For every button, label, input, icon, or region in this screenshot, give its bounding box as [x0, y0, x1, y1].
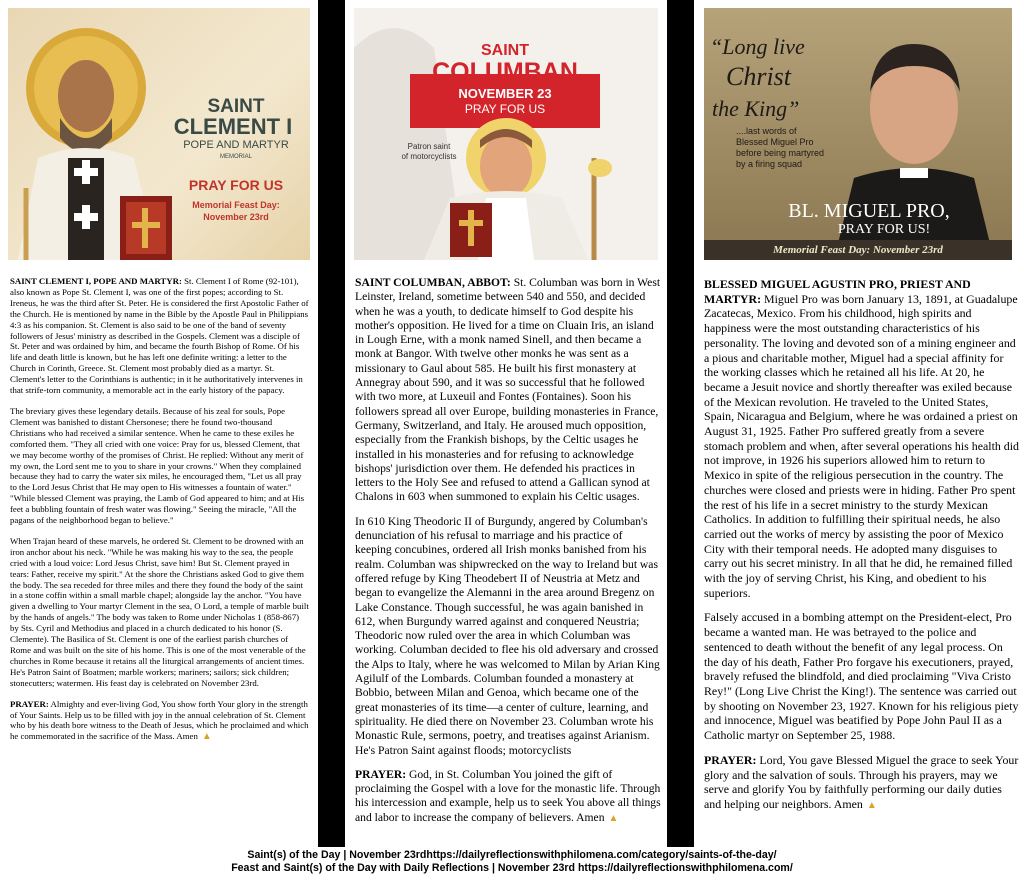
clement-subtitle: POPE AND MARTYR	[183, 139, 289, 151]
miguel-prayer-text: Lord, You gave Blessed Miguel the grace to seek Your glory and the salvation of souls. Through his prayers, may we serve and glorify You by faithfully performing our daily duties and helping our neighbors. Amen	[704, 752, 1019, 811]
miguel-prayer	[704, 753, 1020, 814]
columban-patron-line1: Patron saint	[407, 142, 451, 151]
footer-line2: Feast and Saint(s) of the Day with Daily Reflections | November 23rd https://dailyreflectionswithphilomena.com/	[231, 862, 793, 874]
columban-title-line1: SAINT	[481, 42, 529, 59]
columban-text	[355, 276, 661, 836]
miguel-quote-line2: Christ	[726, 62, 792, 91]
columban-prayer-label: PRAYER:	[355, 767, 407, 781]
clement-text	[10, 276, 310, 753]
miguel-name: BL. MIGUEL PRO,	[788, 200, 950, 222]
clement-memorial: MEMORIAL	[219, 154, 252, 160]
clement-heading: SAINT CLEMENT I, POPE AND MARTYR:	[10, 276, 182, 286]
miguel-caption-line1: ....last words of	[736, 126, 797, 136]
columban-patron-line2: of motorcyclists	[401, 152, 457, 161]
columban-paragraph-1	[355, 276, 661, 505]
miguel-text	[704, 277, 1020, 824]
columban-heading: SAINT COLUMBAN, ABBOT:	[355, 276, 511, 289]
columban-prayer	[355, 768, 661, 826]
column-saint-columban	[345, 0, 667, 847]
clement-feast-line1: Memorial Feast Day:	[192, 200, 280, 210]
miguel-paragraph-1	[704, 277, 1020, 600]
column-saint-clement	[0, 0, 318, 847]
miguel-caption-line2: Blessed Miguel Pro	[736, 137, 814, 147]
columban-title-line2: COLUMBAN	[432, 58, 578, 86]
praying-hands-icon: ▲	[866, 799, 877, 811]
miguel-heading: BLESSED MIGUEL AGUSTIN PRO, PRIEST AND MARTYR:	[704, 277, 971, 306]
praying-hands-icon: ▲	[608, 812, 619, 824]
miguel-pray: PRAY FOR US!	[837, 222, 931, 237]
clement-feast-line2: November 23rd	[203, 212, 269, 222]
clement-paragraph-3: When Trajan heard of these marvels, he ordered St. Clement to be drowned with an iron anchor about his neck. "While he was making his way to the sea, the people cried with a loud voice: Lord Jesus Christ, save him! But St. Clement prayed in tears: Father, receive my spirit." At the shore the Christians asked God to give them the body. The sea receded for three miles and there they found the body of the saint in a stone coffin within a small marble chapel; alongside lay the anchor. "You have given a dwelling to Your martyr Clement in the sea, O Lord, a temple of marble built by the hands of angels." The body was taken to Rome under Nicholas 1 (858-867) by Sts. Cyril and Methodius and placed in a church dedicated to his honor (S. Clemente). The Basilica of St. Clement is one of the earliest parish churches of Rome and was built on the site of his home. This is one of the most venerable of the churches in Rome because it retains all the liturgical arrangements of ancient times. He's Patron Saint of Boatmen; marble workers; mariners; sailors; sick children; stonecutters; watermen. His feast day is celebrated on November 23rd.	[10, 535, 309, 688]
miguel-paragraph-2: Falsely accused in a bombing attempt on the President-elect, Pro became a wanted man. He was betrayed to the police and sentenced to death without the benefit of any legal process. On the day of his death, Father Pro forgave his executioners, prayed, bravely refused the blindfold, and died proclaiming "Viva Cristo Rey!" (Long Live Christ the King!). The sentence was carried out by shooting on November 23, 1927. Known for his religious piety and innocence, Miguel was beatified by Pope John Paul II as a Catholic martyr on September 25, 1988.	[704, 610, 1019, 743]
clement-title-line2: CLEMENT I	[173, 114, 293, 139]
clement-p1: St. Clement I of Rome (92-101), also known as Pope St. Clement I, was one of the first popes; according to St. Ireneus, he was the third after St. Peter. He is considered the first Apostolic Father of the Church. He is mentioned by name in the Bible by the Apostle Paul in Philippians 4:3 as his companion. St. Clement is also said to be one of the band of seventy followers of Jesus' ministry as described in the Gospels. Clement was a disciple of St. Peter and was ordained by him, and became the fourth Bishop of Rome. Of his life and death little is known, but he has left one definite writing: a letter to the Church in Corinth, Greece. St. Clement most probably died as a martyr. St. Clement's letter to the Corinthians is authentic; in it he authoritatively intervenes in that strife-torn community, a memorable act in the early history of the papacy.	[10, 276, 309, 396]
miguel-prayer-label: PRAYER:	[704, 752, 757, 767]
clement-prayer	[10, 699, 310, 744]
miguel-feast: Memorial Feast Day: November 23rd	[773, 244, 943, 256]
miguel-quote-line1: “Long live	[710, 34, 805, 59]
footer	[0, 847, 1024, 880]
clement-prayer-label: PRAYER:	[10, 698, 49, 709]
clement-paragraph-1	[10, 276, 310, 396]
saint-columban-image	[354, 8, 658, 260]
miguel-pro-image	[704, 8, 1012, 260]
clement-pray: PRAY FOR US	[188, 177, 284, 193]
footer-line1: Saint(s) of the Day | November 23rdhttps://dailyreflectionswithphilomena.com/category/saints-of-the-day/	[247, 849, 777, 861]
columban-p1: St. Columban was born in West Leinster, Ireland, sometime between 540 and 550, and decided when he was a youth, to dedicate himself to God despite his mother's opposition. He lived for a time on Cluain Iris, an island in Lough Erne, with a monk named Sinell, and then became a monk at Bangor. With twelve other monks he was sent as a missionary to Gaul about 585. He built his first monastery at Annegray about 590, and it was so successful that he followed with two more, at Luxeuil and Fontes (Fontaines). Soon his followers spread all over Europe, building monasteries in France, Germany, Switzerland, and Italy. He aroused much opposition, especially from the Frankish bishops, by the Celtic usages he installed in his monasteries and for refusing to acknowledge bishops' jurisdiction over them. He defended his practices in letters to the Holy See and refused to attend a Gallican synod at Chalons in 603 when summoned to explain his Celtic usages.	[355, 276, 661, 504]
miguel-caption-line3: before being martyred	[736, 148, 825, 158]
clement-paragraph-2: The breviary gives these legendary details. Because of his zeal for souls, Pope Clement was banished to distant Chersonese; there he found two-thousand Christians who had received a similar sentence. When he came to these exiles he comforted them. "They all cried with one voice: Pray for us, blessed Clement, that we may become worthy of the promises of Christ. He replied: Without any merit of my own, the Lord sent me to you to share in your crowns." When they complained because they had to carry the water six miles, he encouraged them, "Let us all pray to the Lord Jesus Christ that He may open to His witnesses a fountain of water." "While blessed Clement was praying, the Lamb of God appeared to him; and at His feet a bubbling fountain of fresh water was flowing." Seeing the miracle, "All the pagans of the neighborhood began to believe."	[10, 405, 305, 526]
columban-pray: PRAY FOR US	[464, 102, 546, 116]
miguel-quote-line3: the King”	[712, 96, 800, 121]
miguel-caption-line4: by a firing squad	[736, 159, 803, 169]
columban-paragraph-2: In 610 King Theodoric II of Burgundy, angered by Columban's denunciation of his refusal to marriage and his practice of keeping concubines, ordered all Irish monks banished from his realm. Columban was shipwrecked on the way to Ireland but was offered refuge by King Theodebert II of Neustria at Metz and began to evangelize the Alemanni in the area around Bregenz on Lake Constance. Though successful, he was again banished in 612, when Burgundy warred against and conquered Neustria; Theodoric now ruled over the area in which Columban was working. Columban decided to flee his old adversary and crossed the Alps to Italy, where he was welcomed to Milan by Arian King Agilulf of the Lombards. Columban founded a monastery at Bobbio, between Milan and Genoa, which became one of the great monasteries of its time—a center of culture, learning, and spirituality. He died there on November 23. Columban wrote his Monastic Rule, sermons, poetry, and treatises against Arianism. He's Patron Saint against floods; motorcyclists	[355, 514, 660, 757]
saint-clement-image	[8, 8, 310, 260]
columban-prayer-text: God, in St. Columban You joined the gift of proclaiming the Gospel with a love for the monastic life. Through his intercession and example, help us to seek You above all things and labor to increase the company of believers. Amen	[355, 767, 661, 824]
clement-title-line1: SAINT	[207, 96, 265, 117]
praying-hands-icon: ▲	[201, 731, 212, 743]
column-blessed-miguel-pro	[694, 0, 1024, 847]
miguel-p1: Miguel Pro was born January 13, 1891, at Guadalupe Zacatecas, Mexico. From his childhood, high spirits and happiness were the most outstanding characteristics of his personality. The loving and devoted son of a mining engineer and a pious and charitable mother, Miguel had a special affinity for the working classes which he retained all his life. At 20, he became a Jesuit novice and shortly thereafter was exiled because of the Mexican revolution. He traveled to the United States, Spain, Nicaragua and Belgium, where he was ordained a priest on August 31, 1925. Father Pro suffered greatly from a severe stomach problem and when, after several operations his health did not improve, in 1926 his superiors allowed him to return to Mexico in spite of the religious persecution in the country. The churches were closed and priests were in hiding. Father Pro spent the rest of his life in a secret ministry to the sturdy Mexican Catholics. In addition to fulfilling their spiritual needs, he also carried out the works of mercy by assisting the poor of Mexico City with their temporal needs. He adopted many disguises to carry out his secret ministry. In all that he did, he remained filled with the joy of serving Christ, his King, and obedient to his superiors.	[704, 291, 1020, 600]
columban-date: NOVEMBER 23	[458, 86, 552, 101]
clement-prayer-text: Almighty and ever-living God, You show forth Your glory in the strength of Your Saints. Help us to be filled with joy in the annual celebration of St. Clement who by his death bore witness to the Death of Jesus, which he proclaimed and which he commemorated in the sacrifice of the Mass. Amen	[10, 698, 309, 742]
